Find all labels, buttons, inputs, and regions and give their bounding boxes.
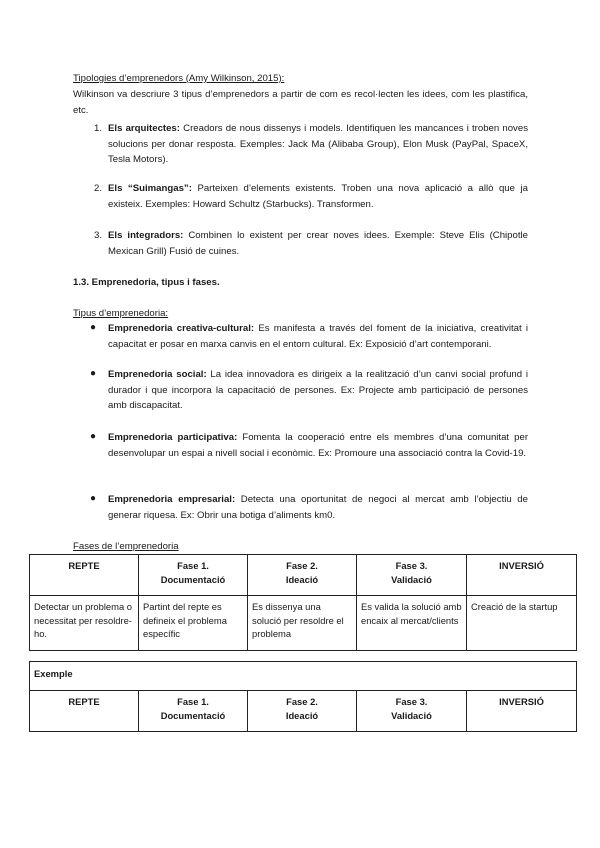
fases-table: [29, 554, 577, 651]
header-cell-fase3: Fase 3. Validació: [357, 555, 467, 596]
item-text: Creadors de nous dissenys i models. Identifiquen les mancances i troben noves solucions per donar resposta. Exemples: Jack Ma (Alibaba Group), Elon Musk (PayPal, SpaceX, Tesla Motors).: [108, 123, 528, 165]
bullet-icon: ●: [90, 431, 97, 442]
item-name: Emprenedoria creativa-cultural:: [108, 323, 255, 334]
bullet-icon: ●: [90, 368, 97, 379]
tipus-title: Tipus d’emprenedoria:: [73, 308, 169, 319]
item-name: Emprenedoria participativa:: [108, 432, 238, 443]
table-header-row: [30, 555, 577, 596]
section-title: 1.3. Emprenedoria, tipus i fases.: [73, 277, 220, 288]
bullet-icon: ●: [90, 493, 97, 504]
item-name: Els arquitectes:: [108, 123, 180, 134]
item-text: Detecta una oportunitat de negoci al mercat amb l’objectiu de generar riquesa. Ex: Obrir una botiga d’aliments km0.: [108, 494, 528, 521]
item-text: Es manifesta a través del foment de la iniciativa, creativitat i capacitat er posar en marxa canvis en el entorn cultural. Ex: Exposició d’art contemporani.: [108, 323, 528, 350]
header-cell-fase2: Fase 2. Ideació: [248, 555, 357, 596]
header-cell-repte: REPTE: [30, 555, 139, 596]
table-cell: Detectar un problema o necessitat per resoldre-ho.: [30, 596, 139, 651]
header-cell-inversio: INVERSIÓ: [467, 691, 577, 732]
item-name: Emprenedoria empresarial:: [108, 494, 236, 505]
tipologies-intro: Wilkinson va descriure 3 tipus d’emprenedors a partir de com es recol·lecten les idees, com les plastifica, etc.: [73, 89, 528, 116]
list-number: 1.: [93, 123, 102, 134]
item-text: Fomenta la cooperació entre els membres d’una comunitat per desenvolupar un espai a nivell social i econòmic. Ex: Promoure una associació contra la Covid-19.: [108, 432, 529, 459]
table-cell: Partint del repte es defineix el problema específic: [139, 596, 248, 651]
item-name: Emprenedoria social:: [108, 369, 207, 380]
exemple-table: [29, 661, 577, 732]
item-name: Els “Suimangas”:: [108, 183, 192, 194]
item-text: Combinen lo existent per crear noves idees. Exemple: Steve Elis (Chipotle Mexican Grill) Fusió de cuines.: [108, 230, 528, 257]
list-number: 3.: [93, 230, 102, 241]
header-cell-fase2: Fase 2. Ideació: [248, 691, 357, 732]
table-cell: Creació de la startup: [467, 596, 577, 651]
table-cell: Es valida la solució amb encaix al mercat/clients: [357, 596, 467, 651]
table-cell: Es dissenya una solució per resoldre el problema: [248, 596, 357, 651]
item-text: La idea innovadora es dirigeix a la realització d’un canvi social profund i durador i que incorpora la capacitació de persones. Ex: Projecte amb participació de persones amb discapacitat.: [108, 369, 528, 411]
item-name: Els integradors:: [108, 230, 184, 241]
header-cell-repte: REPTE: [30, 691, 139, 732]
tipologies-title: Tipologies d’emprenedors (Amy Wilkinson, 2015):: [73, 73, 285, 84]
fases-title: Fases de l’emprenedoria: [73, 541, 179, 552]
exemple-caption: Exemple: [30, 662, 577, 691]
table-row: [30, 596, 577, 651]
bullet-icon: ●: [90, 322, 97, 333]
header-cell-inversio: INVERSIÓ: [467, 555, 577, 596]
table-header-row: [30, 691, 577, 732]
header-cell-fase3: Fase 3. Validació: [357, 691, 467, 732]
header-cell-fase1: Fase 1. Documentació: [139, 691, 248, 732]
header-cell-fase1: Fase 1. Documentació: [139, 555, 248, 596]
table-caption-row: [30, 662, 577, 691]
item-text: Parteixen d’elements existents. Troben una nova aplicació a allò que ja existeix. Exemples: Howard Schultz (Starbucks). Transformen.: [108, 183, 528, 210]
list-number: 2.: [93, 183, 102, 194]
